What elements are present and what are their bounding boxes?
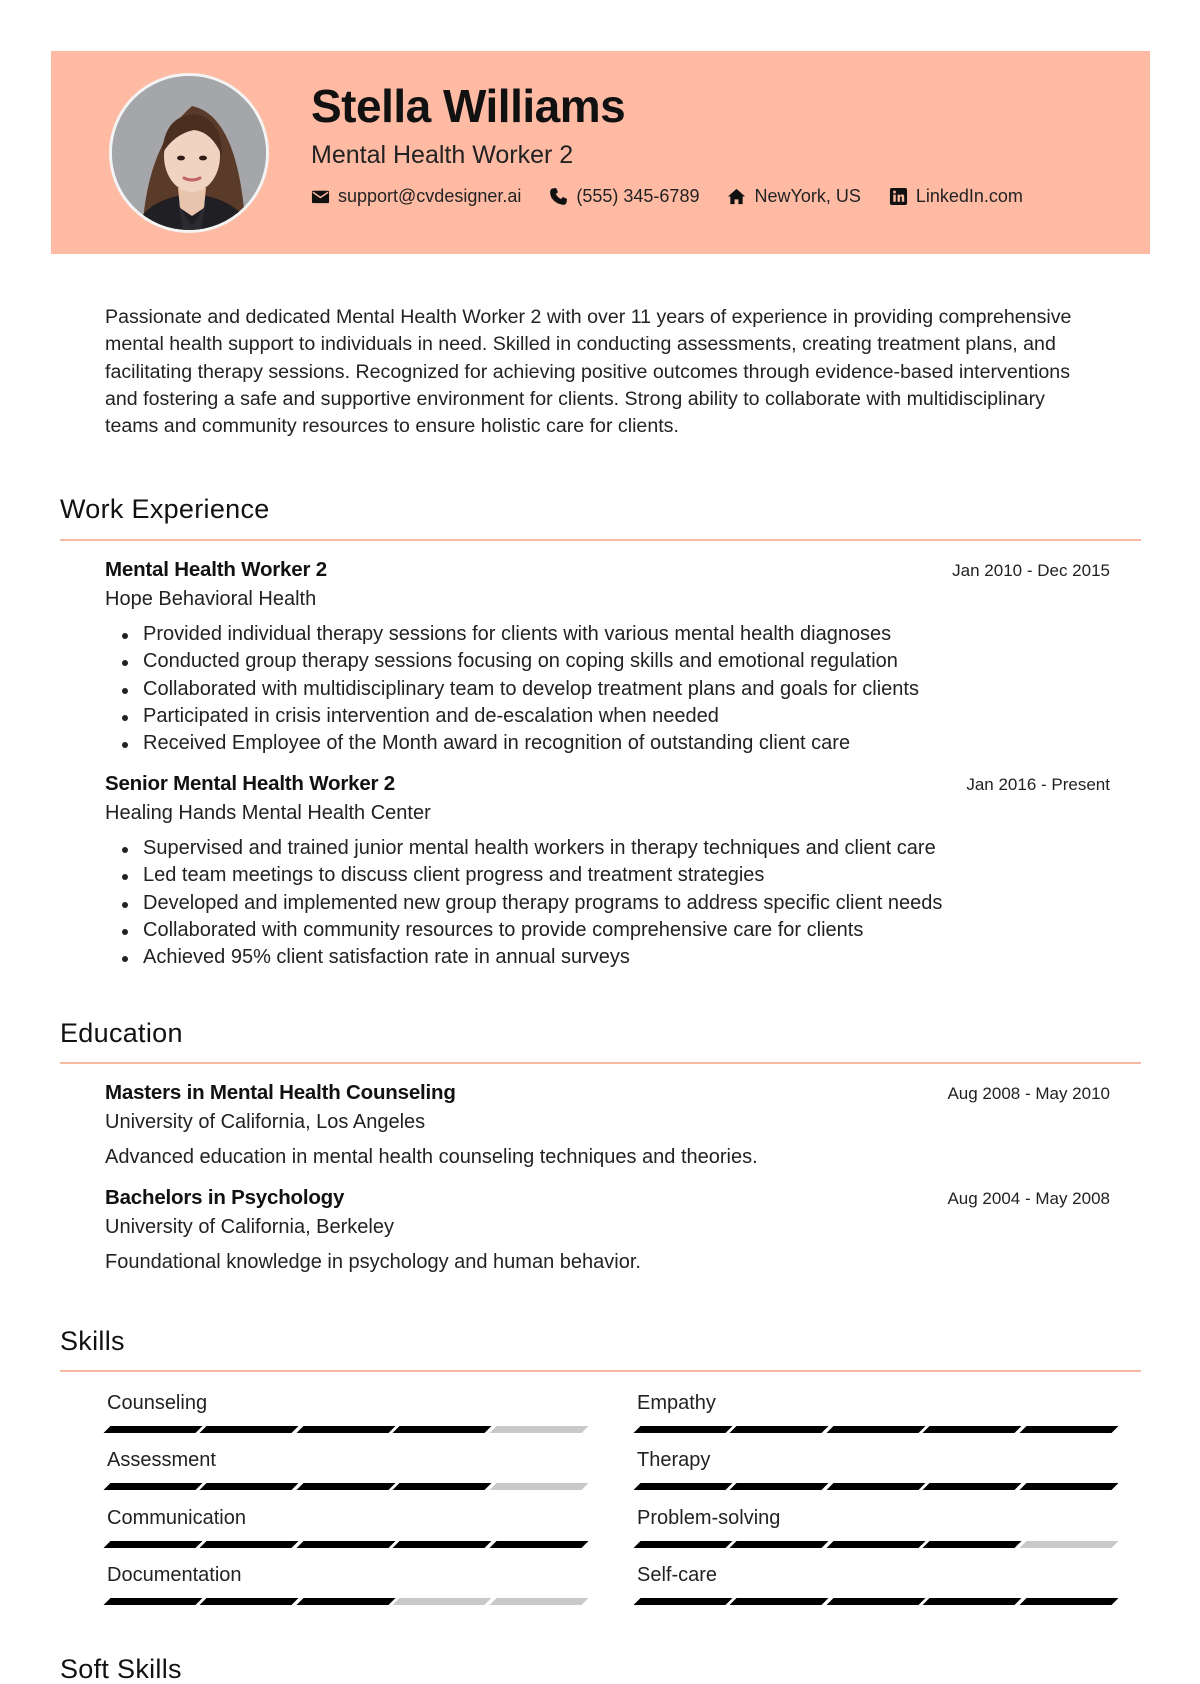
job-title: Mental Health Worker 2 <box>105 558 327 581</box>
skill-segment-filled <box>104 1541 203 1548</box>
skill-segment-filled <box>200 1541 299 1548</box>
skill-segment-filled <box>634 1483 733 1490</box>
phone-icon <box>549 187 568 206</box>
skill-segment-filled <box>730 1541 829 1548</box>
list-item: Received Employee of the Month award in recognition of outstanding client care <box>105 730 1110 757</box>
skill-segment-filled <box>296 1541 395 1548</box>
skill-segment-filled <box>923 1598 1022 1605</box>
education-description: Foundational knowledge in psychology and human behavior. <box>105 1251 641 1273</box>
skill-segment-filled <box>200 1426 299 1433</box>
skill-segment-filled <box>826 1426 925 1433</box>
skill-segment-filled <box>1019 1483 1118 1490</box>
skill-segment-filled <box>200 1483 299 1490</box>
list-item: Supervised and trained junior mental health workers in therapy techniques and client care <box>105 835 1110 862</box>
list-item: Provided individual therapy sessions for clients with various mental health diagnoses <box>105 621 1110 648</box>
phone-text: (555) 345-6789 <box>576 186 700 206</box>
skill-item <box>107 1508 585 1548</box>
contact-email[interactable] <box>311 186 521 207</box>
contact-row <box>311 186 1130 207</box>
education-entry <box>105 1081 1110 1169</box>
section-title-skills: Skills <box>60 1326 125 1356</box>
skill-name: Therapy <box>637 1449 711 1471</box>
skill-segment-filled <box>923 1426 1022 1433</box>
section-title-work: Work Experience <box>60 494 270 524</box>
education-date: Aug 2008 - May 2010 <box>947 1084 1110 1103</box>
skill-segment-filled <box>296 1483 395 1490</box>
section-title-education: Education <box>60 1018 183 1048</box>
education-date: Aug 2004 - May 2008 <box>947 1189 1110 1208</box>
job-title: Senior Mental Health Worker 2 <box>105 772 396 795</box>
list-item: Developed and implemented new group therapy programs to address specific client needs <box>105 890 1110 917</box>
skill-segment-empty <box>489 1483 588 1490</box>
skill-item <box>107 1450 585 1490</box>
skill-segment-filled <box>104 1426 203 1433</box>
skill-name: Communication <box>107 1507 246 1529</box>
linkedin-icon <box>889 187 908 206</box>
skill-name: Documentation <box>107 1564 242 1586</box>
skill-segment-filled <box>104 1598 203 1605</box>
skill-segment-filled <box>826 1598 925 1605</box>
skill-segment-filled <box>1019 1426 1118 1433</box>
skill-segment-empty <box>489 1426 588 1433</box>
skill-segment-empty <box>393 1598 492 1605</box>
email-text: support@cvdesigner.ai <box>338 186 522 206</box>
skill-name: Self-care <box>637 1564 718 1586</box>
list-item: Achieved 95% client satisfaction rate in annual surveys <box>105 944 1110 971</box>
school-name: University of California, Berkeley <box>105 1216 394 1238</box>
job-date: Jan 2010 - Dec 2015 <box>952 561 1110 580</box>
skill-level-bar <box>107 1598 585 1605</box>
degree-title: Bachelors in Psychology <box>105 1186 345 1209</box>
skill-segment-filled <box>826 1541 925 1548</box>
skill-segment-filled <box>393 1426 492 1433</box>
list-item: Led team meetings to discuss client progress and treatment strategies <box>105 862 1110 889</box>
skill-segment-filled <box>730 1426 829 1433</box>
job-bullets <box>105 621 1110 757</box>
location-text: NewYork, US <box>754 186 861 206</box>
list-item: Participated in crisis intervention and de-escalation when needed <box>105 703 1110 730</box>
skill-segment-filled <box>634 1598 733 1605</box>
skill-segment-filled <box>923 1483 1022 1490</box>
skill-level-bar <box>637 1541 1115 1548</box>
envelope-icon <box>311 187 330 206</box>
list-item: Conducted group therapy sessions focusing on coping skills and emotional regulation <box>105 648 1110 675</box>
profile-photo <box>109 73 269 233</box>
job-bullets <box>105 835 1110 971</box>
skill-level-bar <box>107 1483 585 1490</box>
list-item: Collaborated with community resources to provide comprehensive care for clients <box>105 917 1110 944</box>
skill-item <box>107 1565 585 1605</box>
candidate-title: Mental Health Worker 2 <box>311 141 574 169</box>
skill-segment-filled <box>730 1483 829 1490</box>
skill-segment-filled <box>634 1426 733 1433</box>
skill-level-bar <box>637 1483 1115 1490</box>
school-name: University of California, Los Angeles <box>105 1111 426 1133</box>
skill-level-bar <box>107 1541 585 1548</box>
section-divider <box>60 1370 1141 1372</box>
profile-summary: Passionate and dedicated Mental Health Worker 2 with over 11 years of experience in providing comprehensive mental health support to individuals in need. Skilled in conducting assessments, creating treatment plans, and facilitating therapy sessions. Recognized for achieving positive outcomes through evidence-based interventions and fostering a safe and supportive environment for clients. Strong ability to collaborate with multidisciplinary teams and community resources to ensure holistic care for clients. <box>105 306 1072 438</box>
skill-segment-empty <box>1019 1541 1118 1548</box>
skill-item <box>637 1393 1115 1433</box>
linkedin-text: LinkedIn.com <box>915 186 1023 206</box>
skill-segment-filled <box>826 1483 925 1490</box>
skill-segment-filled <box>296 1598 395 1605</box>
home-icon <box>727 187 746 206</box>
work-entry <box>105 558 1110 757</box>
skill-name: Problem-solving <box>637 1507 781 1529</box>
skill-segment-filled <box>393 1483 492 1490</box>
portrait-image <box>112 76 269 233</box>
skill-segment-filled <box>634 1541 733 1548</box>
skill-level-bar <box>637 1598 1115 1605</box>
list-item: Collaborated with multidisciplinary team to develop treatment plans and goals for clients <box>105 676 1110 703</box>
skill-item <box>637 1508 1115 1548</box>
skill-item <box>637 1450 1115 1490</box>
contact-location <box>727 186 860 207</box>
degree-title: Masters in Mental Health Counseling <box>105 1081 456 1104</box>
skill-name: Assessment <box>107 1449 216 1471</box>
skill-level-bar <box>637 1426 1115 1433</box>
section-divider <box>60 539 1141 541</box>
skill-level-bar <box>107 1426 585 1433</box>
skill-name: Counseling <box>107 1392 208 1414</box>
section-title-soft-skills: Soft Skills <box>60 1654 182 1684</box>
company-name: Healing Hands Mental Health Center <box>105 802 431 824</box>
skill-segment-filled <box>200 1598 299 1605</box>
education-entry <box>105 1186 1110 1274</box>
skill-segment-filled <box>730 1598 829 1605</box>
skill-segment-filled <box>104 1483 203 1490</box>
skill-segment-filled <box>923 1541 1022 1548</box>
resume-header <box>51 51 1150 254</box>
job-date: Jan 2016 - Present <box>966 775 1110 794</box>
skill-segment-filled <box>489 1541 588 1548</box>
work-entry <box>105 772 1110 971</box>
skill-segment-filled <box>393 1541 492 1548</box>
skill-name: Empathy <box>637 1392 716 1414</box>
education-description: Advanced education in mental health counseling techniques and theories. <box>105 1146 758 1168</box>
candidate-name: Stella Williams <box>311 80 626 132</box>
contact-linkedin[interactable] <box>889 186 1023 207</box>
skill-item <box>637 1565 1115 1605</box>
contact-phone[interactable] <box>549 186 699 207</box>
skill-segment-empty <box>489 1598 588 1605</box>
skill-segment-filled <box>296 1426 395 1433</box>
skill-segment-filled <box>1019 1598 1118 1605</box>
section-divider <box>60 1062 1141 1064</box>
skill-item <box>107 1393 585 1433</box>
company-name: Hope Behavioral Health <box>105 588 317 610</box>
